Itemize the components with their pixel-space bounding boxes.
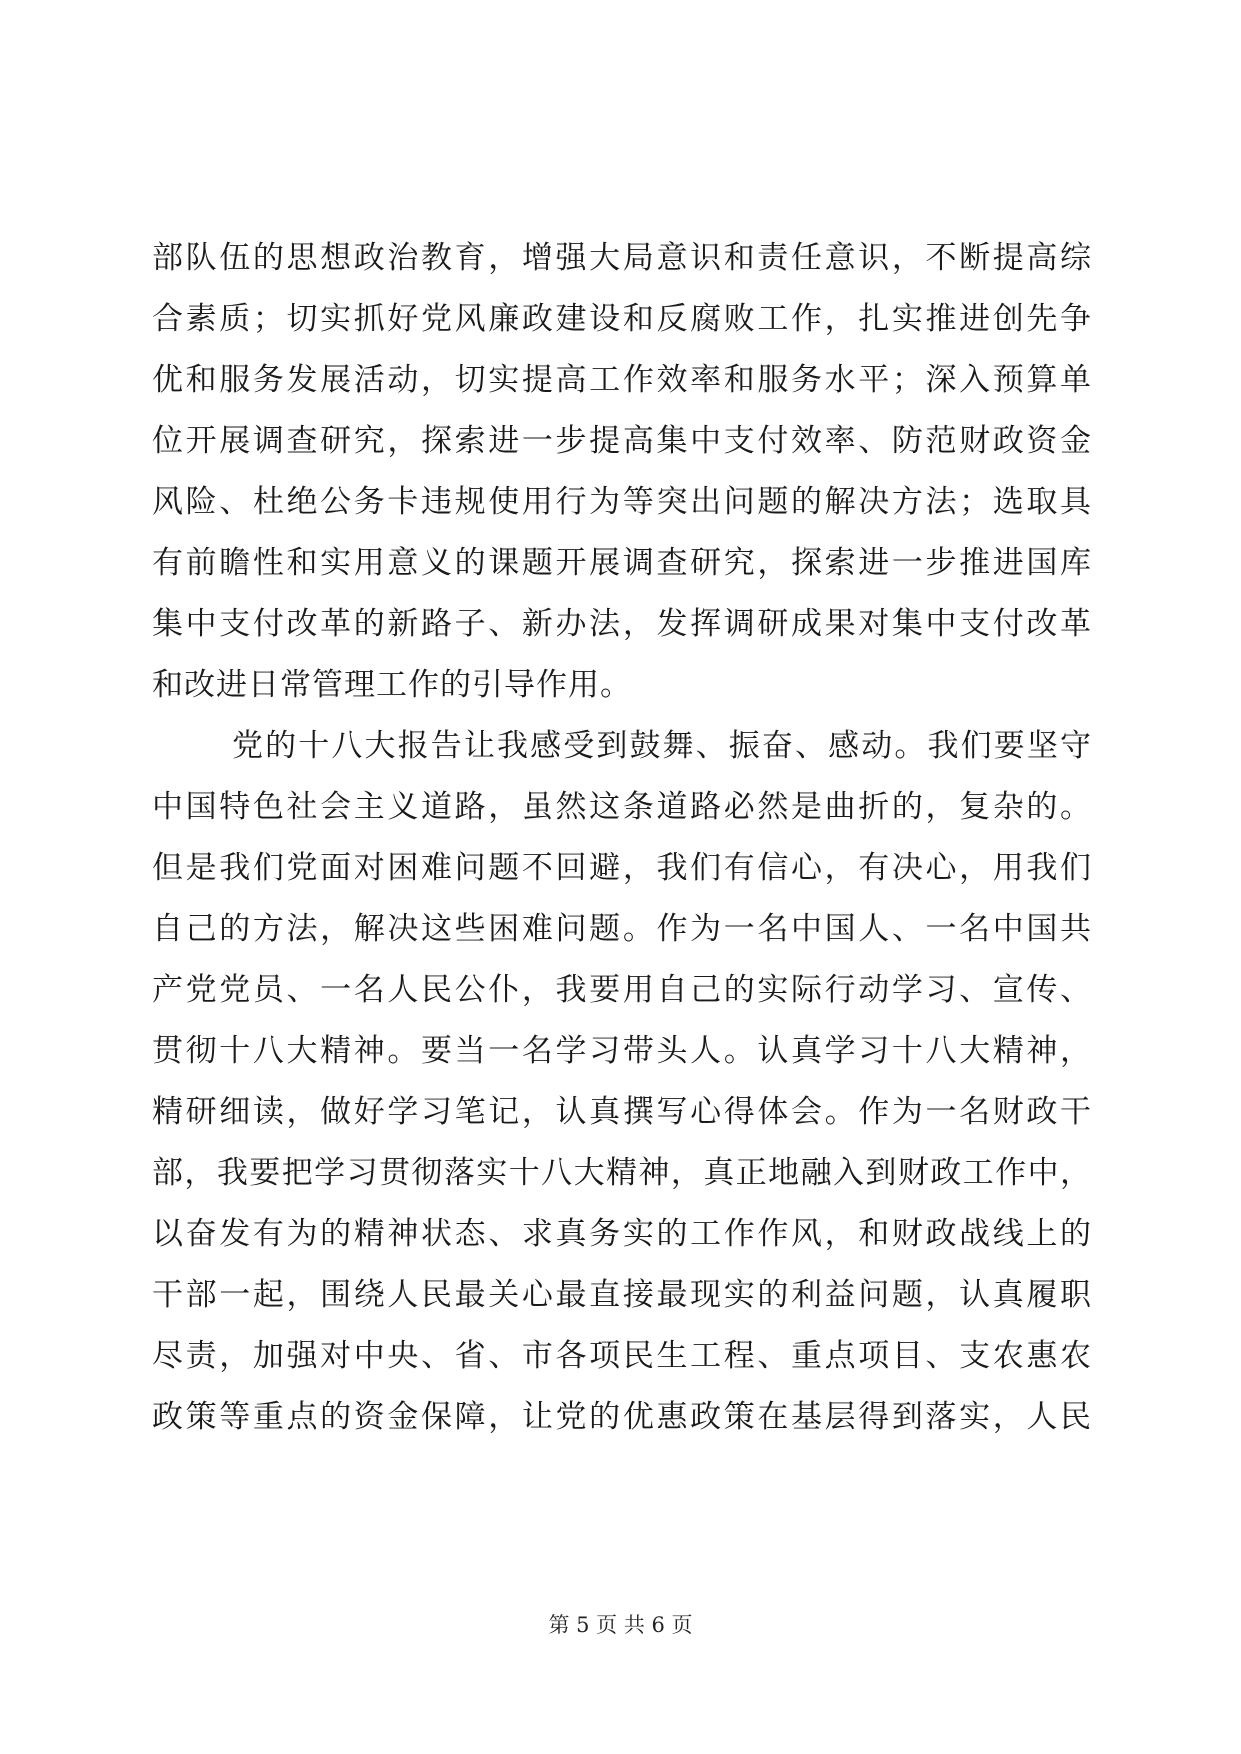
- paragraph-2-line-3: 但是我们党面对困难问题不回避，我们有信心，有决心，用我们: [152, 850, 1092, 886]
- paragraph-2-line-9: 以奋发有为的精神状态、求真务实的工作作风，和财政战线上的: [152, 1216, 1092, 1252]
- paragraph-2-line-8: 部，我要把学习贯彻落实十八大精神，真正地融入到财政工作中，: [152, 1155, 1092, 1191]
- paragraph-1-line-3: 优和服务发展活动，切实提高工作效率和服务水平；深入预算单: [152, 362, 1092, 398]
- paragraph-1-line-4: 位开展调查研究，探索进一步提高集中支付效率、防范财政资金: [152, 423, 1092, 459]
- paragraph-1-line-2: 合素质；切实抓好党风廉政建设和反腐败工作，扎实推进创先争: [152, 301, 1092, 337]
- paragraph-2-line-10: 干部一起，围绕人民最关心最直接最现实的利益问题，认真履职: [152, 1277, 1092, 1313]
- paragraph-2-line-1: 党的十八大报告让我感受到鼓舞、振奋、感动。我们要坚守: [232, 728, 1092, 764]
- paragraph-1-line-1: 部队伍的思想政治教育，增强大局意识和责任意识，不断提高综: [152, 240, 1092, 276]
- paragraph-1-line-5: 风险、杜绝公务卡违规使用行为等突出问题的解决方法；选取具: [152, 484, 1092, 520]
- paragraph-2-line-7: 精研细读，做好学习笔记，认真撰写心得体会。作为一名财政干: [152, 1094, 1092, 1130]
- paragraph-1-line-6: 有前瞻性和实用意义的课题开展调查研究，探索进一步推进国库: [152, 545, 1092, 581]
- paragraph-2-line-4: 自己的方法，解决这些困难问题。作为一名中国人、一名中国共: [152, 911, 1092, 947]
- paragraph-2-line-6: 贯彻十八大精神。要当一名学习带头人。认真学习十八大精神，: [152, 1033, 1092, 1069]
- paragraph-1-line-7: 集中支付改革的新路子、新办法，发挥调研成果对集中支付改革: [152, 606, 1092, 642]
- document-body: [152, 228, 1092, 1448]
- paragraph-2-line-2: 中国特色社会主义道路，虽然这条道路必然是曲折的，复杂的。: [152, 789, 1092, 825]
- paragraph-2-line-5: 产党党员、一名人民公仆，我要用自己的实际行动学习、宣传、: [152, 972, 1092, 1008]
- paragraph-2-line-11: 尽责，加强对中央、省、市各项民生工程、重点项目、支农惠农: [152, 1338, 1092, 1374]
- paragraph-2-line-12: 政策等重点的资金保障，让党的优惠政策在基层得到落实，人民: [152, 1399, 1092, 1435]
- paragraph-1-line-8: 和改进日常管理工作的引导作用。: [152, 667, 632, 703]
- page-footer: 第 5 页 共 6 页: [548, 1613, 693, 1637]
